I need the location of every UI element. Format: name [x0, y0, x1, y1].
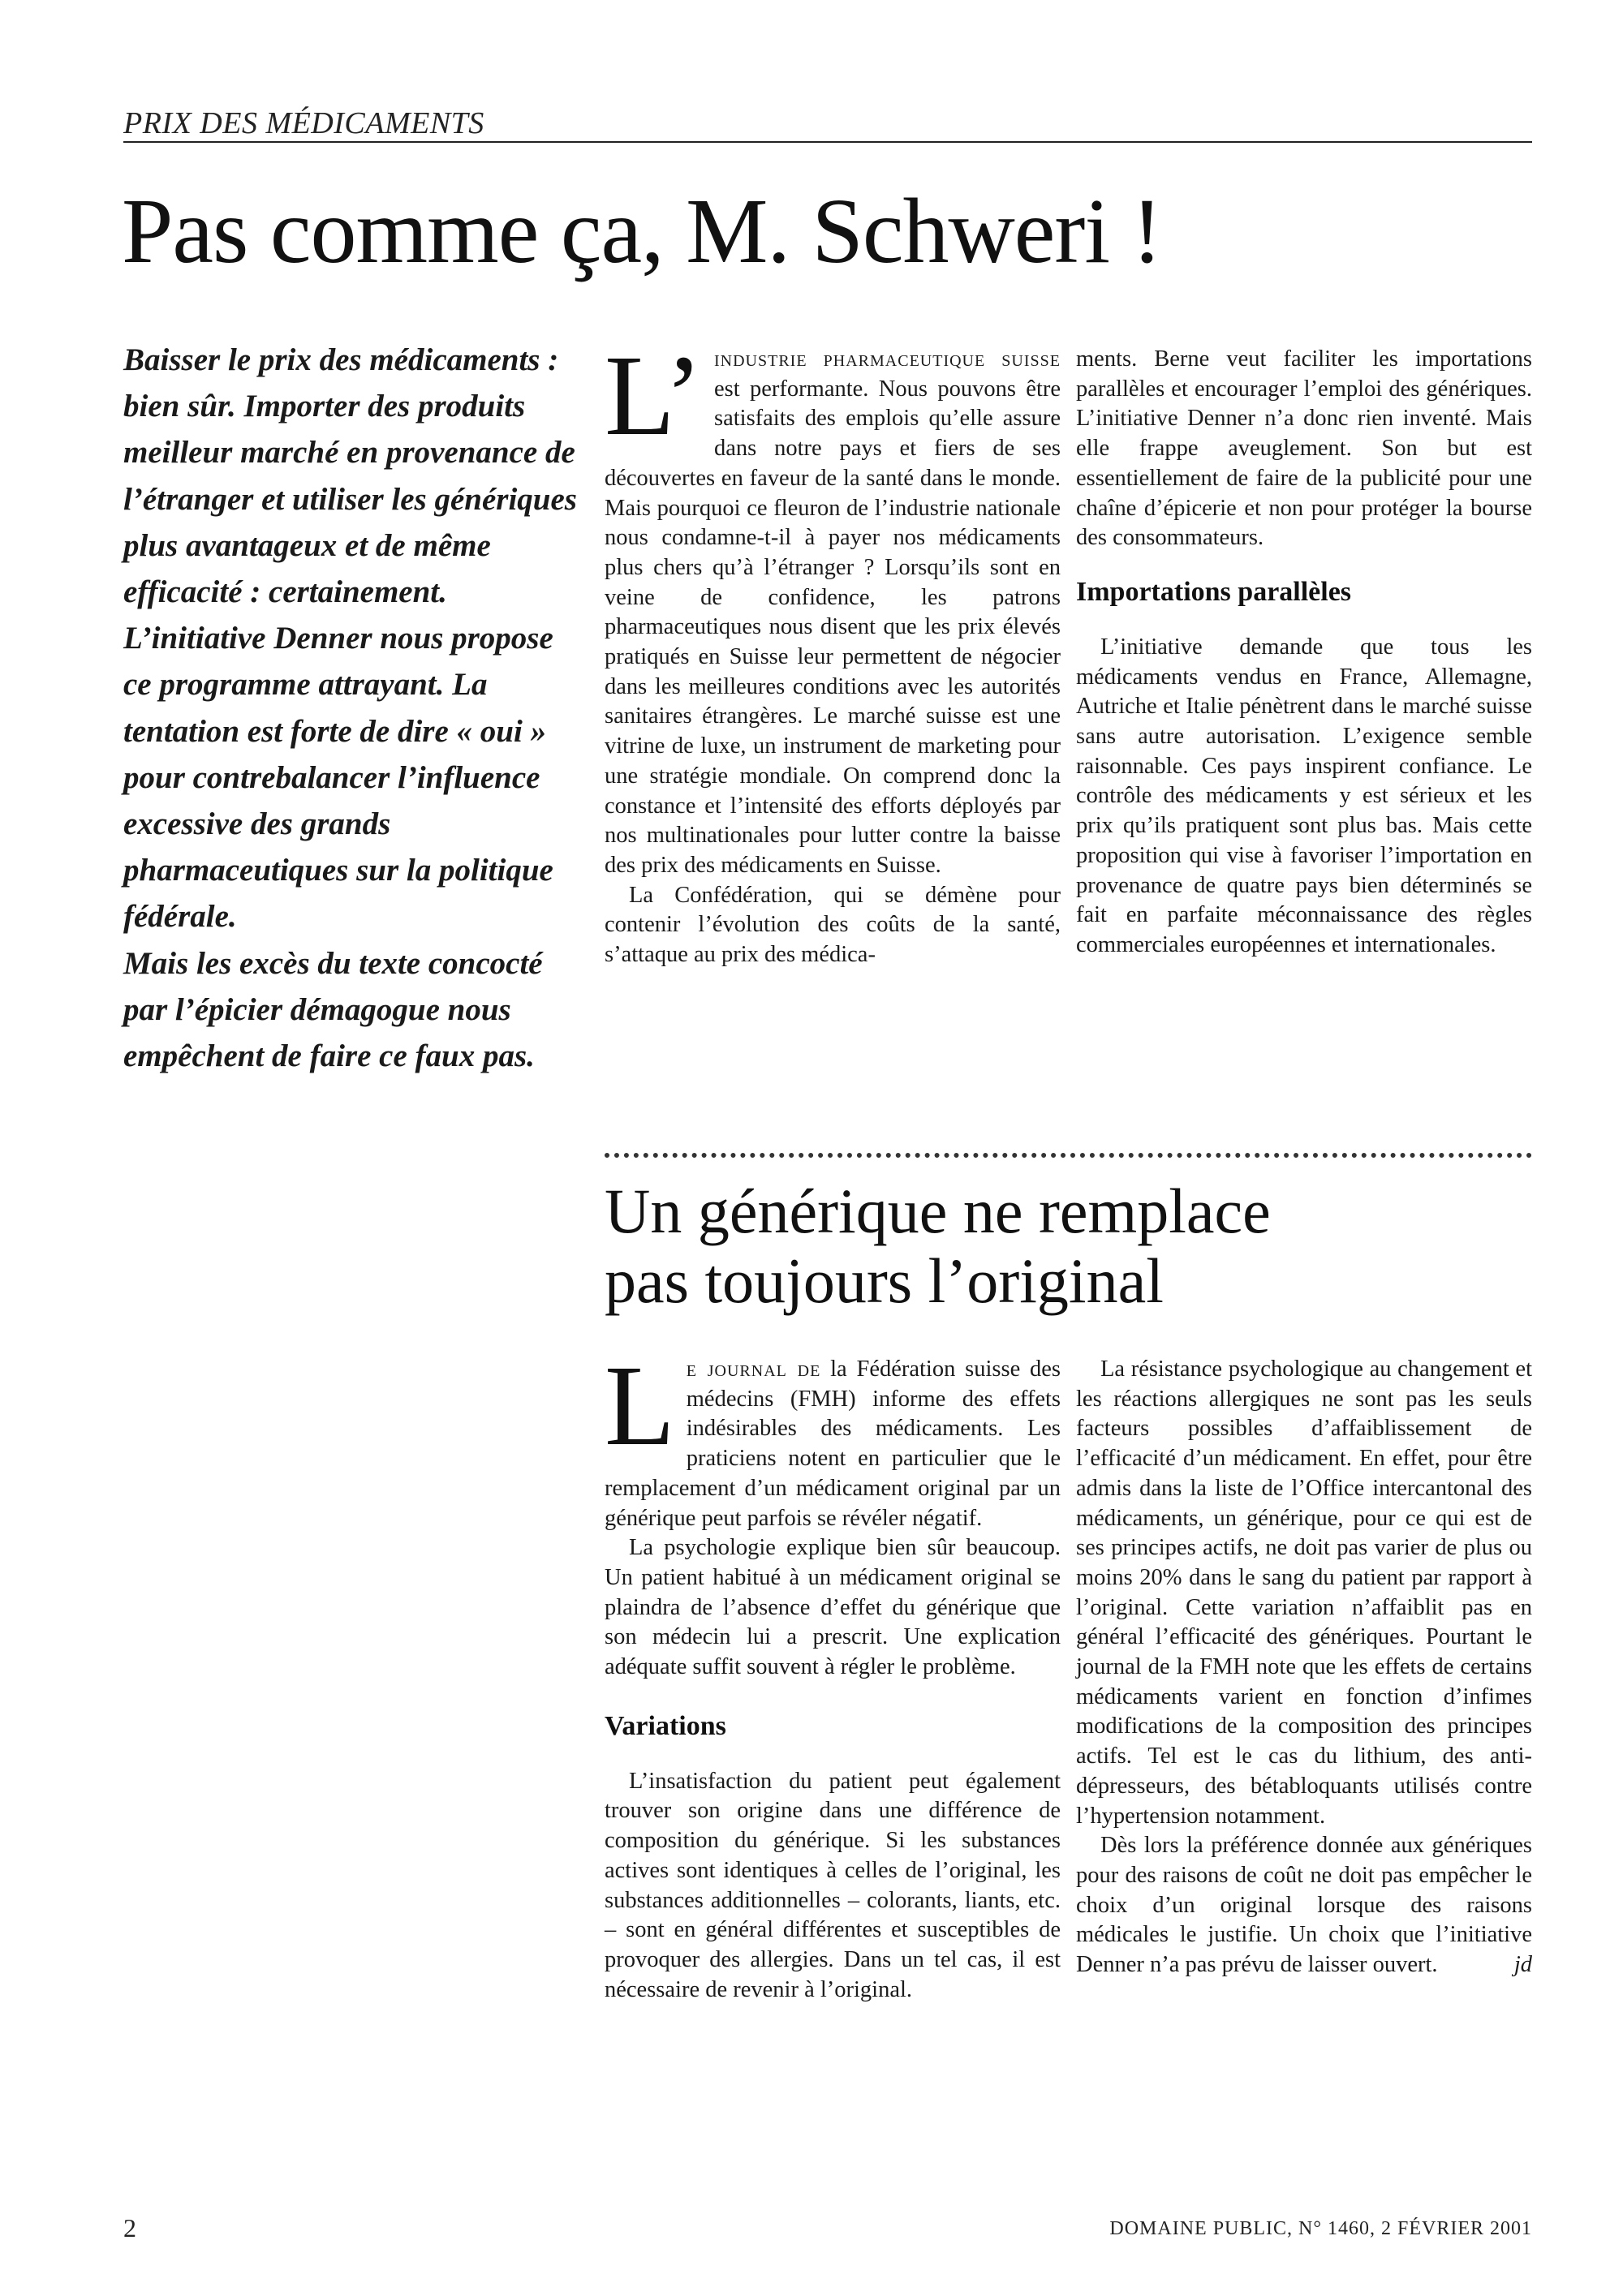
drop-cap: L’ [605, 331, 703, 459]
article2-title-line: pas toujours l’original [605, 1245, 1164, 1316]
article1-paragraph: La Confédération, qui se démène pour contenir l’évolution des coûts de la santé, s’attaque au prix des médica- [605, 882, 1061, 968]
smallcaps-opening: industrie pharmaceutique suisse [714, 346, 1061, 372]
author-signature: jd [1513, 1952, 1532, 1978]
article1-paragraph: L’initiative demande que tous les médicaments vendus en France, Allemagne, Autriche et Italie pénètrent dans le marché suisse sans autre autorisation. L’exigence semble raisonnable. Ces pays inspirent confiance. Le contrôle des médicaments y est sérieux et les prix qu’ils pratiquent sont plus bas. Mais cette proposition qui vise à favoriser l’importation en provenance de quatre pays bien déterminés se fait en parfaite méconnaissance des règles commerciales européennes et internationales. [1076, 634, 1532, 957]
paragraph-text: Dès lors la préférence donnée aux génériques pour des raisons de coût ne doit pas empêcher le choix d’un original lorsque des raisons médicales le justifie. Un choix que l’initiative Denner n’a pas prévu de laisser ouvert. [1076, 1833, 1532, 1978]
subheading: Variations [605, 1710, 726, 1741]
article2-paragraph: La psychologie explique bien sûr beaucoup. Un patient habitué à un médicament original se plaindra de l’absence d’effet du générique que son médecin lui a prescrit. Une explication adéquate suffit souvent à régler le problème. [605, 1535, 1061, 1680]
article2-paragraph: La résistance psychologique au changement et les réactions allergiques ne sont pas les seuls facteurs possibles d’affaiblissement de l’efficacité d’un médicament. En effet, pour être admis dans la liste de l’Office intercantonal des médicaments, un générique, pour ce qui est de ses principes actifs, ne doit pas varier de plus ou moins 20% dans le sang du patient par rapport à l’original. Cette variation n’affaiblit pas en général l’efficacité des génériques. Pourtant le journal de la FMH note que les effets de certains médicaments varient en fonction d’infimes modifications de la composition des principes actifs. Tel est le cas du lithium, des anti-dépresseurs, des bétabloquants utilisés contre l’hypertension notamment. [1076, 1357, 1532, 1829]
paragraph-text: la Fédération suisse des médecins (FMH) informe des effets indésirables des médicaments. Les praticiens notent en particulier que le remplacement d’un médicament original par un générique peut parfois se révéler négatif. [605, 1357, 1061, 1531]
article2-column-1 [605, 1341, 1061, 2005]
article2-paragraph: L’insatisfaction du patient peut également trouver son origine dans une différence de composition du générique. Si les substances actives sont identiques à celles de l’original, les substances additionnelles – colorants, liants, etc. – sont en général différentes et susceptibles de provoquer des allergies. Dans un tel cas, il est nécessaire de revenir à l’original. [605, 1768, 1061, 2002]
smallcaps-opening: e journal de [686, 1357, 821, 1382]
article-lead [123, 337, 586, 1079]
lead-paragraph: Baisser le prix des médicaments : bien sûr. Importer des produits meilleur marché en provenance de l’étranger et utiliser les génériques plus avantageux et de même efficacité : certainement. L’initiative Denner nous propose ce programme attrayant. La tentation est forte de dire « oui » pour contrebalancer l’influence excessive des grands pharmaceutiques sur la politique fédérale. [123, 342, 577, 935]
paragraph-text: est performante. Nous pouvons être satisfaits des emplois qu’elle assure dans notre pays et fiers de ses découvertes en faveur de la santé dans le monde. Mais pourquoi ce fleuron de l’industrie nationale nous condamne-t-il à payer nos médicaments plus chers qu’à l’étranger ? Lorsqu’ils sont en veine de confidence, les patrons pharmaceutiques nous disent que les prix élevés pratiqués en Suisse leur permettent de négocier dans les meilleures conditions avec les autorités sanitaires étrangères. Le marché suisse est une vitrine de luxe, un instrument de marketing pour une stratégie mondiale. On comprend donc la constance et l’intensité des efforts déployés par nos multinationales pour lutter contre la baisse des prix des médicaments en Suisse. [605, 376, 1061, 878]
article2-column-2 [1076, 1355, 1532, 1980]
article2-title-line: Un générique ne remplace [605, 1176, 1271, 1246]
article2-title [605, 1176, 1532, 1316]
publication-footer: DOMAINE PUBLIC, N° 1460, 2 FÉVRIER 2001 [1109, 2218, 1532, 2239]
section-label: PRIX DES MÉDICAMENTS [123, 106, 484, 140]
drop-cap: L [605, 1341, 675, 1469]
article1-column-1 [605, 331, 1061, 970]
article-title: Pas comme ça, M. Schweri ! [122, 179, 1162, 282]
article1-paragraph: ments. Berne veut faciliter les importations parallèles et encourager l’emploi des génériques. L’initiative Denner n’a donc rien inventé. Mais elle frappe aveuglement. Son but est essentiellement de faire de la publicité pour une chaîne d’épicerie et non pour protéger la bourse des consommateurs. [1076, 346, 1532, 551]
subheading: Importations parallèles [1076, 576, 1352, 607]
lead-paragraph: Mais les excès du texte concocté par l’épicier démagogue nous empêchent de faire ce faux pas. [123, 945, 543, 1074]
article2-paragraph [605, 1341, 1061, 1533]
section-divider [605, 1153, 1532, 1158]
article2-paragraph [1076, 1831, 1532, 1980]
article1-paragraph [605, 331, 1061, 881]
page-number: 2 [123, 2213, 136, 2242]
article1-column-2 [1076, 345, 1532, 961]
header-rule [123, 141, 1532, 143]
